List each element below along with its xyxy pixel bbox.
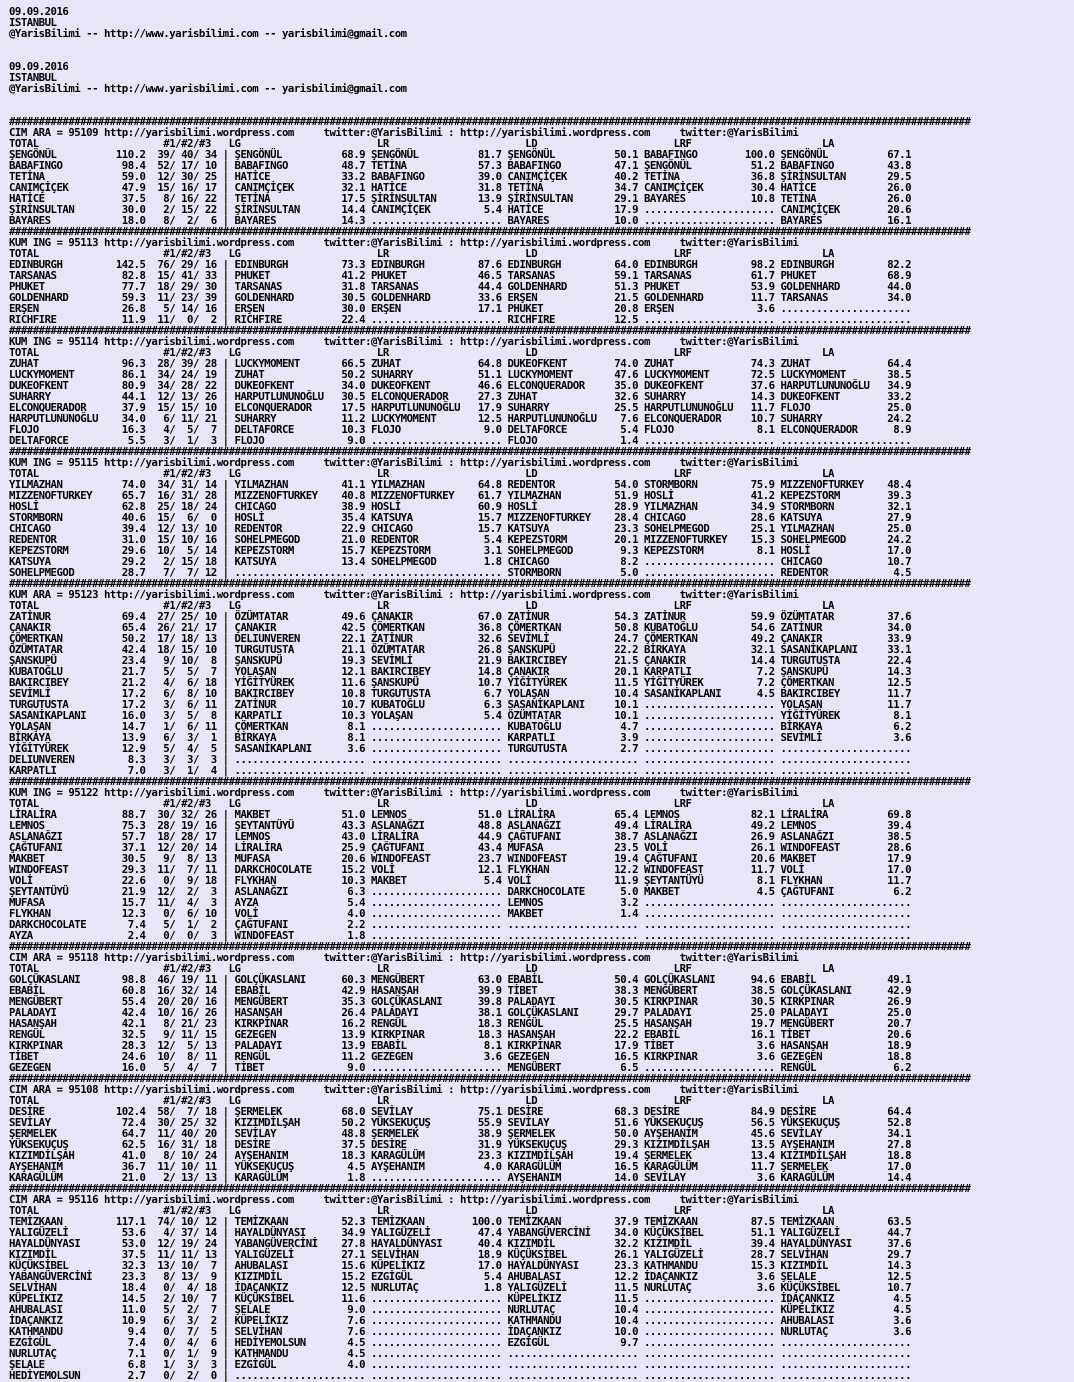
column-header: TOTAL #1/#2/#3 LG LR LD LRF LA	[9, 247, 834, 260]
table-row: YÜKSEKUÇUŞ 62.5 16/ 31/ 18 | DESİRE 37.5 DESİRE 31.9 YÜKSEKUÇUŞ 29.3 KIZIMDİLŞAH 13.5 AYŞEHANIM 27.8	[9, 1138, 912, 1151]
table-row: PHUKET 77.7 18/ 29/ 30 | TARSANAS 31.8 TARSANAS 44.4 GOLDENHARD 51.3 PHUKET 53.9 GOLDENHARD 44.0	[9, 280, 912, 293]
table-row: YİĞİTYÜREK 12.9 5/ 4/ 5 | SASANİKAPLANI 3.6 ...................... TURGUTUSTA 2.7 ...................... ......................	[9, 742, 912, 755]
race-title: CIM ARA = 95118 http://yarisbilimi.wordpress.com twitter:@YarisBilimi : http://yarisbilimi.wordpress.com twitter:@YarisBilimi	[9, 951, 799, 964]
column-header: TOTAL #1/#2/#3 LG LR LD LRF LA	[9, 1094, 834, 1107]
table-row: KUBATOĞLU 21.7 5/ 5/ 7 | YOLAŞAN 12.1 BAKIRCIBEY 14.8 ÇANAKIR 20.1 KARPATLI 7.2 ŞANSKUPÜ 14.3	[9, 665, 912, 678]
table-row: EDINBURGH 142.5 76/ 29/ 16 | EDINBURGH 73.3 EDINBURGH 87.6 EDINBURGH 64.0 EDINBURGH 98.2 EDINBURGH 82.2	[9, 258, 912, 271]
table-row: KARAGÜLÜM 21.0 2/ 13/ 13 | KARAGÜLÜM 1.8 ...................... AYŞEHANIM 14.0 SEVİLAY 3.6 KARAGÜLÜM 14.4	[9, 1171, 912, 1184]
separator-line: ##################################################################################################################################################################	[9, 324, 971, 337]
table-row: AYZA 2.4 0/ 0/ 3 | WINDOFEAST 1.8 ...................... ...................... ...................... ......................	[9, 929, 912, 942]
table-row: AYŞEHANIM 36.7 11/ 10/ 11 | YÜKSEKUÇUŞ 4.5 AYŞEHANIM 4.0 KARAGÜLÜM 16.5 KARAGÜLÜM 11.7 ŞERMELEK 17.0	[9, 1160, 912, 1173]
table-row: FLOJO 16.3 4/ 5/ 7 | DELTAFORCE 10.3 FLOJO 9.0 DELTAFORCE 5.4 FLOJO 8.1 ELCONQUERADOR 8.9	[9, 423, 912, 436]
table-row: SELVİHAN 18.4 0/ 4/ 18 | İDAÇANKIZ 12.5 NURLUTAÇ 1.8 YALIGÜZELİ 11.5 NURLUTAÇ 3.6 KÜÇÜKSİBEL 10.7	[9, 1281, 912, 1294]
separator-line: ##################################################################################################################################################################	[9, 940, 971, 953]
table-row: LİRALİRA 88.7 30/ 32/ 26 | MAKBET 51.0 LEMNOS 51.0 LİRALİRA 65.4 LEMNOS 82.1 LİRALİRA 69.8	[9, 808, 912, 821]
separator-line: ##################################################################################################################################################################	[9, 1072, 971, 1085]
table-row: LEMNOS 75.3 28/ 19/ 16 | ŞEYTANTÜYÜ 43.3 ASLANAĞZI 48.8 ASLANAĞZI 49.4 LİRALİRA 49.2 LEMNOS 39.4	[9, 819, 912, 832]
table-row: MAKBET 30.5 9/ 8/ 13 | MUFASA 20.6 WINDOFEAST 23.7 WINDOFEAST 19.4 ÇAĞTUFANI 20.6 MAKBET 17.9	[9, 852, 912, 865]
header-line: ISTANBUL	[9, 71, 57, 84]
header-line: 09.09.2016	[9, 5, 69, 18]
table-row: AHUBALASI 11.0 5/ 2/ 7 | ŞELALE 9.0 ...................... NURLUTAÇ 10.4 ...................... KÜPELİKIZ 4.5	[9, 1303, 912, 1316]
table-row: SASANİKAPLANI 16.0 3/ 5/ 8 | KARPATLI 10.3 YOLAŞAN 5.4 ÖZÜMTATAR 10.1 ...................... YİĞİTYÜREK 8.1	[9, 709, 912, 722]
race-title: KUM ING = 95115 http://yarisbilimi.wordpress.com twitter:@YarisBilimi : http://yarisbilimi.wordpress.com twitter:@YarisBilimi	[9, 456, 799, 469]
table-row: KARPATLI 7.0 3/ 1/ 4 | ...................... ...................... ...................... ...................... ......................	[9, 764, 912, 777]
column-header: TOTAL #1/#2/#3 LG LR LD LRF LA	[9, 797, 834, 810]
table-row: SOHELPMEGOD 28.7 7/ 7/ 12 | ...................... ...................... STORMBORN 5.0 ...................... REDENTOR 4.5	[9, 566, 912, 579]
column-header: TOTAL #1/#2/#3 LG LR LD LRF LA	[9, 137, 834, 150]
column-header: TOTAL #1/#2/#3 LG LR LD LRF LA	[9, 962, 834, 975]
separator-line: ##################################################################################################################################################################	[9, 225, 971, 238]
table-row: ZATİNUR 69.4 27/ 25/ 10 | ÖZÜMTATAR 49.6 ÇANAKIR 67.0 ZATİNUR 54.3 ZATİNUR 59.9 ÖZÜMTATAR 37.6	[9, 610, 912, 623]
table-row: ŞELALE 6.8 1/ 3/ 3 | EZGİGÜL 4.0 ...................... ...................... ...................... ......................	[9, 1358, 912, 1371]
table-row: HASANŞAH 42.1 8/ 21/ 23 | KIRKPINAR 16.2 RENGÜL 18.3 RENGÜL 25.5 HASANŞAH 19.7 MENGÜBERT 20.7	[9, 1017, 912, 1030]
separator-line: ##################################################################################################################################################################	[9, 115, 971, 128]
table-row: KÜÇÜKSİBEL 32.3 13/ 10/ 7 | AHUBALASI 15.6 KÜPELİKIZ 17.0 HAYALDÜNYASI 23.3 KATHMANDU 15.3 KIZIMDİL 14.3	[9, 1259, 912, 1272]
table-row: MENGÜBERT 55.4 20/ 20/ 16 | MENGÜBERT 35.3 GOLÇÜKASLANI 39.8 PALADAYI 30.5 KIRKPINAR 30.5 KIRKPINAR 26.9	[9, 995, 912, 1008]
table-row: KÜPELİKIZ 14.5 2/ 10/ 7 | KÜÇÜKSİBEL 11.6 ...................... KÜPELİKIZ 11.5 ...................... İDAÇANKIZ 4.5	[9, 1292, 912, 1305]
race-report-text	[9, 6, 1069, 1381]
race-title: CIM ARA = 95109 http://yarisbilimi.wordpress.com twitter:@YarisBilimi : http://yarisbilimi.wordpress.com twitter:@YarisBilimi	[9, 126, 799, 139]
table-row: TETİNA 59.0 12/ 30/ 25 | HATİCE 33.2 BABAFINGO 39.0 CANIMÇİÇEK 40.2 TETİNA 36.8 ŞİRİNSULTAN 29.5	[9, 170, 912, 183]
table-row: WINDOFEAST 29.3 11/ 7/ 11 | DARKCHOCOLATE 15.2 VOLİ 12.1 FLYKHAN 12.2 WINDOFEAST 11.7 VOLİ 17.0	[9, 863, 912, 876]
table-row: PALADAYI 42.4 10/ 16/ 26 | HASANŞAH 26.4 PALADAYI 38.1 GOLÇÜKASLANI 29.7 PALADAYI 25.0 PALADAYI 25.0	[9, 1006, 912, 1019]
table-row: TURGUTUSTA 17.2 3/ 6/ 11 | ZATİNUR 10.7 KUBATOĞLU 6.3 SASANİKAPLANI 10.1 ...................... YOLAŞAN 11.7	[9, 698, 912, 711]
table-row: DARKCHOCOLATE 7.4 5/ 1/ 2 | ÇAĞTUFANI 2.2 ...................... ...................... ...................... ......................	[9, 918, 912, 931]
table-row: HAYALDÜNYASI 53.0 12/ 19/ 24 | YABANGÜVERCİNİ 27.8 HAYALDÜNYASI 40.4 KIZIMDİL 32.2 KIZIMDİL 39.4 HAYALDÜNYASI 37.6	[9, 1237, 912, 1250]
table-row: KEPEZSTORM 29.6 10/ 5/ 14 | KEPEZSTORM 15.7 KEPEZSTORM 3.1 SOHELPMEGOD 9.3 KEPEZSTORM 8.1 HOSLİ 17.0	[9, 544, 912, 557]
table-row: BABAFINGO 98.4 52/ 17/ 10 | BABAFINGO 48.7 TETİNA 57.3 BABAFINGO 47.1 ŞENGÖNÜL 51.2 BABAFINGO 43.8	[9, 159, 912, 172]
table-row: ŞANSKUPÜ 23.4 9/ 10/ 8 | ŞANSKUPÜ 19.3 SEVİMLİ 21.9 BAKIRCIBEY 21.5 ÇANAKIR 14.4 TURGUTUSTA 22.4	[9, 654, 912, 667]
table-row: ŞİRİNSULTAN 30.0 2/ 15/ 22 | ŞİRİNSULTAN 14.4 CANIMÇİÇEK 5.4 HATİCE 17.9 ...................... CANIMÇİÇEK 20.6	[9, 203, 912, 216]
table-row: TARSANAS 82.8 15/ 41/ 33 | PHUKET 41.2 PHUKET 46.5 TARSANAS 59.1 TARSANAS 61.7 PHUKET 68.9	[9, 269, 912, 282]
table-row: NURLUTAÇ 7.1 0/ 1/ 9 | KATHMANDU 4.5 ...................... ...................... ...................... ......................	[9, 1347, 912, 1360]
table-row: HATİCE 37.5 8/ 16/ 22 | TETİNA 17.5 ŞİRİNSULTAN 13.9 ŞİRİNSULTAN 29.1 BAYARES 10.8 TETİNA 26.0	[9, 192, 912, 205]
table-row: TİBET 24.6 10/ 8/ 11 | RENGÜL 11.2 GEZEGEN 3.6 GEZEGEN 16.5 KIRKPINAR 3.6 GEZEGEN 18.8	[9, 1050, 912, 1063]
table-row: ŞERMELEK 64.7 11/ 40/ 20 | SEVİLAY 48.8 ŞERMELEK 38.9 ŞERMELEK 50.0 AYŞEHANIM 45.6 SEVİLAY 34.1	[9, 1127, 912, 1140]
header-line: 09.09.2016	[9, 60, 69, 73]
table-row: MIZZENOFTURKEY 65.7 16/ 31/ 28 | MIZZENOFTURKEY 40.8 MIZZENOFTURKEY 61.7 YILMAZHAN 51.9 HOSLİ 41.2 KEPEZSTORM 39.3	[9, 489, 912, 502]
table-row: LUCKYMOMENT 86.1 34/ 24/ 19 | ZUHAT 50.2 SUHARRY 51.1 LUCKYMOMENT 47.6 LUCKYMOMENT 72.5 LUCKYMOMENT 38.5	[9, 368, 912, 381]
table-row: DELTAFORCE 5.5 3/ 1/ 3 | FLOJO 9.0 ...................... FLOJO 1.4 ...................... ......................	[9, 434, 912, 447]
table-row: KATSUYA 29.2 2/ 15/ 18 | KATSUYA 13.4 SOHELPMEGOD 1.8 CHICAGO 8.2 ...................... CHICAGO 10.7	[9, 555, 912, 568]
column-header: TOTAL #1/#2/#3 LG LR LD LRF LA	[9, 467, 834, 480]
header-line: @YarisBilimi -- http://www.yarisbilimi.com -- yarisbilimi@gmail.com	[9, 82, 407, 95]
header-line: @YarisBilimi -- http://www.yarisbilimi.com -- yarisbilimi@gmail.com	[9, 27, 407, 40]
table-row: HOSLİ 62.8 25/ 18/ 24 | CHICAGO 38.9 HOSLİ 60.9 HOSLİ 28.9 YILMAZHAN 34.9 STORMBORN 32.1	[9, 500, 912, 513]
separator-line: ##################################################################################################################################################################	[9, 577, 971, 590]
table-row: YOLAŞAN 14.7 1/ 6/ 11 | ÇÖMERTKAN 8.1 ...................... KUBATOĞLU 4.7 ...................... BİRKAYA 6.2	[9, 720, 912, 733]
table-row: DUKEOFKENT 80.9 34/ 28/ 22 | DUKEOFKENT 34.0 DUKEOFKENT 46.6 ELCONQUERADOR 35.0 DUKEOFKENT 37.6 HARPUTLUNUNOĞLU 34.9	[9, 379, 912, 392]
race-title: KUM ING = 95113 http://yarisbilimi.wordpress.com twitter:@YarisBilimi : http://yarisbilimi.wordpress.com twitter:@YarisBilimi	[9, 236, 799, 249]
header-line: ISTANBUL	[9, 16, 57, 29]
race-title: KUM ING = 95122 http://yarisbilimi.wordpress.com twitter:@YarisBilimi : http://yarisbilimi.wordpress.com twitter:@YarisBilimi	[9, 786, 799, 799]
table-row: KATHMANDU 9.4 0/ 7/ 5 | SELVİHAN 7.6 ...................... İDAÇANKIZ 10.0 ...................... NURLUTAÇ 3.6	[9, 1325, 912, 1338]
table-row: STORMBORN 40.6 15/ 6/ 0 | HOSLİ 35.4 KATSUYA 15.7 MIZZENOFTURKEY 28.4 CHICAGO 28.6 KATSUYA 27.9	[9, 511, 912, 524]
table-row: ŞENGÖNÜL 110.2 39/ 40/ 34 | ŞENGÖNÜL 68.9 ŞENGÖNÜL 81.7 ŞENGÖNÜL 50.1 BABAFINGO 100.0 ŞENGÖNÜL 67.1	[9, 148, 912, 161]
page	[9, 6, 1069, 1381]
table-row: DESİRE 102.4 58/ 7/ 18 | ŞERMELEK 68.0 SEVİLAY 75.1 DESİRE 68.3 DESİRE 84.9 DESİRE 64.4	[9, 1105, 912, 1118]
table-row: GEZEGEN 16.0 5/ 4/ 7 | TİBET 9.0 ...................... MENGÜBERT 6.5 ...................... RENGÜL 6.2	[9, 1061, 912, 1074]
table-row: BAYARES 18.0 8/ 2/ 6 | BAYARES 14.3 ...................... BAYARES 10.0 ...................... BAYARES 16.1	[9, 214, 912, 227]
table-row: BAKIRCIBEY 21.2 4/ 6/ 18 | YİĞİTYÜREK 11.6 ŞANSKUPÜ 10.7 YİĞİTYÜREK 11.5 YİĞİTYÜREK 7.2 ÇÖMERTKAN 12.5	[9, 676, 912, 689]
column-header: TOTAL #1/#2/#3 LG LR LD LRF LA	[9, 346, 834, 359]
table-row: KIRKPINAR 28.3 12/ 5/ 13 | PALADAYI 13.9 EBABİL 8.1 KIRKPINAR 17.9 TİBET 3.6 HASANŞAH 18.9	[9, 1039, 912, 1052]
table-row: ERŞEN 26.8 5/ 14/ 16 | ERŞEN 30.0 ERŞEN 17.1 PHUKET 20.8 ERŞEN 3.6 ......................	[9, 302, 912, 315]
table-row: ASLANAĞZI 57.7 18/ 28/ 17 | LEMNOS 43.0 LİRALİRA 44.9 ÇAĞTUFANI 38.7 ASLANAĞZI 26.9 ASLANAĞZI 38.5	[9, 830, 912, 843]
table-row: EBABİL 60.8 16/ 32/ 14 | EBABİL 42.9 HASANŞAH 39.9 TİBET 38.3 MENGÜBERT 38.5 GOLÇÜKASLANI 42.9	[9, 984, 912, 997]
table-row: KIZIMDİL 37.5 11/ 11/ 13 | YALIGÜZELİ 27.1 SELVİHAN 18.9 KÜÇÜKSİBEL 26.1 YALIGÜZELİ 28.7 SELVİHAN 29.7	[9, 1248, 912, 1261]
race-title: KUM ING = 95114 http://yarisbilimi.wordpress.com twitter:@YarisBilimi : http://yarisbilimi.wordpress.com twitter:@YarisBilimi	[9, 335, 799, 348]
table-row: ELCONQUERADOR 37.9 15/ 15/ 10 | ELCONQUERADOR 17.5 HARPUTLUNUNOĞLU 17.9 SUHARRY 25.5 HARPUTLUNUNOĞLU 11.7 FLOJO 25.0	[9, 401, 912, 414]
race-title: CIM ARA = 95108 http://yarisbilimi.wordpress.com twitter:@YarisBilimi : http://yarisbilimi.wordpress.com twitter:@YarisBilimi	[9, 1083, 799, 1096]
column-header: TOTAL #1/#2/#3 LG LR LD LRF LA	[9, 599, 834, 612]
table-row: ÖZÜMTATAR 42.4 18/ 15/ 10 | TURGUTUSTA 21.1 ÖZÜMTATAR 26.8 ŞANSKUPÜ 22.2 BİRKAYA 32.1 SASANİKAPLANI 33.1	[9, 643, 912, 656]
table-row: ÇÖMERTKAN 50.2 17/ 18/ 13 | DELIUNVEREN 22.1 ZATİNUR 32.6 SEVİMLİ 24.7 ÇÖMERTKAN 49.2 ÇANAKIR 33.9	[9, 632, 912, 645]
table-row: VOLİ 22.6 0/ 9/ 18 | FLYKHAN 10.3 MAKBET 5.4 VOLİ 11.9 ŞEYTANTÜYÜ 8.1 FLYKHAN 11.7	[9, 874, 912, 887]
table-row: BİRKAYA 13.9 6/ 3/ 1 | BİRKAYA 8.1 ...................... KARPATLI 3.9 ...................... SEVİMLİ 3.6	[9, 731, 912, 744]
race-title: KUM ARA = 95123 http://yarisbilimi.wordpress.com twitter:@YarisBilimi : http://yarisbilimi.wordpress.com twitter:@YarisBilimi	[9, 588, 799, 601]
table-row: İDAÇANKIZ 10.9 6/ 3/ 2 | KÜPELİKIZ 7.6 ...................... KATHMANDU 10.4 ...................... AHUBALASI 3.6	[9, 1314, 912, 1327]
table-row: ŞEYTANTÜYÜ 21.9 12/ 2/ 3 | ASLANAĞZI 6.3 ...................... DARKCHOCOLATE 5.0 MAKBET 4.5 ÇAĞTUFANI 6.2	[9, 885, 912, 898]
table-row: RENGÜL 32.5 9/ 11/ 15 | GEZEGEN 13.9 KIRKPINAR 18.3 HASANŞAH 22.2 EBABİL 16.1 TİBET 20.6	[9, 1028, 912, 1041]
separator-line: ##################################################################################################################################################################	[9, 445, 971, 458]
table-row: DELIUNVEREN 8.3 3/ 3/ 3 | ...................... ...................... ...................... ...................... ......................	[9, 753, 912, 766]
table-row: ÇAĞTUFANI 37.1 12/ 20/ 14 | LİRALİRA 25.9 ÇAĞTUFANI 43.4 MUFASA 23.5 VOLİ 26.1 WINDOFEAST 28.6	[9, 841, 912, 854]
table-row: CANIMÇİÇEK 47.9 15/ 16/ 17 | CANIMÇİÇEK 32.1 HATİCE 31.8 TETİNA 34.7 CANIMÇİÇEK 30.4 HATİCE 26.0	[9, 181, 912, 194]
table-row: YALIGÜZELİ 53.6 4/ 37/ 14 | HAYALDÜNYASI 34.9 YALIGÜZELİ 47.4 YABANGÜVERCİNİ 34.0 KÜÇÜKSİBEL 51.1 YALIGÜZELİ 44.7	[9, 1226, 912, 1239]
table-row: CHICAGO 39.4 12/ 13/ 10 | REDENTOR 22.9 CHICAGO 15.7 KATSUYA 23.3 SOHELPMEGOD 25.1 YILMAZHAN 25.0	[9, 522, 912, 535]
column-header: TOTAL #1/#2/#3 LG LR LD LRF LA	[9, 1204, 834, 1217]
table-row: REDENTOR 31.0 15/ 10/ 16 | SOHELPMEGOD 21.0 REDENTOR 5.4 KEPEZSTORM 20.1 MIZZENOFTURKEY 15.3 SOHELPMEGOD 24.2	[9, 533, 912, 546]
table-row: ZUHAT 96.3 28/ 39/ 28 | LUCKYMOMENT 66.5 ZUHAT 64.8 DUKEOFKENT 74.0 ZUHAT 74.3 ZUHAT 64.4	[9, 357, 912, 370]
table-row: ÇANAKIR 65.4 26/ 21/ 17 | ÇANAKIR 42.5 ÇÖMERTKAN 36.8 ÇÖMERTKAN 50.8 KUBATOĞLU 54.6 ZATİNUR 34.0	[9, 621, 912, 634]
separator-line: ##################################################################################################################################################################	[9, 1182, 971, 1195]
table-row: HEDİYEMOLSUN 2.7 0/ 2/ 0 | ...................... ...................... ...................... ...................... ......................	[9, 1369, 912, 1382]
table-row: TEMİZKAAN 117.1 74/ 10/ 12 | TEMİZKAAN 52.3 TEMİZKAAN 100.0 TEMİZKAAN 37.9 TEMİZKAAN 87.5 TEMİZKAAN 63.5	[9, 1215, 912, 1228]
table-row: HARPUTLUNUNOĞLU 34.0 6/ 11/ 21 | SUHARRY 11.2 LUCKYMOMENT 12.5 HARPUTLUNUNOĞLU 7.6 ELCONQUERADOR 10.7 SUHARRY 24.2	[9, 412, 912, 425]
table-row: SUHARRY 44.1 12/ 13/ 26 | HARPUTLUNUNOĞLU 30.5 ELCONQUERADOR 27.3 ZUHAT 32.6 SUHARRY 14.3 DUKEOFKENT 33.2	[9, 390, 912, 403]
table-row: SEVİLAY 72.4 30/ 25/ 32 | KIZIMDİLŞAH 50.2 YÜKSEKUÇUŞ 55.9 SEVİLAY 51.6 YÜKSEKUÇUŞ 56.5 YÜKSEKUÇUŞ 52.8	[9, 1116, 912, 1129]
table-row: FLYKHAN 12.3 0/ 6/ 10 | VOLİ 4.0 ...................... MAKBET 1.4 ...................... ......................	[9, 907, 912, 920]
table-row: YABANGÜVERCİNİ 23.3 8/ 13/ 9 | KIZIMDİL 15.2 EZGİGÜL 5.4 AHUBALASI 12.2 İDAÇANKIZ 3.6 ŞELALE 12.5	[9, 1270, 912, 1283]
table-row: GOLDENHARD 59.3 11/ 23/ 39 | GOLDENHARD 30.5 GOLDENHARD 33.6 ERŞEN 21.5 GOLDENHARD 11.7 TARSANAS 34.0	[9, 291, 912, 304]
table-row: EZGİGÜL 7.4 0/ 4/ 6 | HEDİYEMOLSUN 4.5 ...................... EZGİGÜL 9.7 ...................... ......................	[9, 1336, 912, 1349]
separator-line: ##################################################################################################################################################################	[9, 775, 971, 788]
table-row: MUFASA 15.7 11/ 4/ 3 | AYZA 5.4 ...................... LEMNOS 3.2 ...................... ......................	[9, 896, 912, 909]
table-row: KIZIMDİLŞAH 41.0 8/ 10/ 24 | AYŞEHANIM 18.3 KARAGÜLÜM 23.3 KIZIMDİLŞAH 19.4 ŞERMELEK 13.4 KIZIMDİLŞAH 18.8	[9, 1149, 912, 1162]
table-row: GOLÇÜKASLANI 98.8 46/ 19/ 11 | GOLÇÜKASLANI 60.3 MENGÜBERT 63.0 EBABİL 50.4 GOLÇÜKASLANI 94.6 EBABİL 49.1	[9, 973, 912, 986]
table-row: YILMAZHAN 74.0 34/ 31/ 14 | YILMAZHAN 41.1 YILMAZHAN 64.8 REDENTOR 54.0 STORMBORN 75.9 MIZZENOFTURKEY 48.4	[9, 478, 912, 491]
race-title: CIM ARA = 95116 http://yarisbilimi.wordpress.com twitter:@YarisBilimi : http://yarisbilimi.wordpress.com twitter:@YarisBilimi	[9, 1193, 799, 1206]
table-row: SEVİMLİ 17.2 6/ 8/ 10 | BAKIRCIBEY 10.8 TURGUTUSTA 6.7 YOLAŞAN 10.4 SASANİKAPLANI 4.5 BAKIRCIBEY 11.7	[9, 687, 912, 700]
table-row: RICHFIRE 11.9 11/ 0/ 2 | RICHFIRE 22.4 ...................... RICHFIRE 12.5 ...................... ......................	[9, 313, 912, 326]
